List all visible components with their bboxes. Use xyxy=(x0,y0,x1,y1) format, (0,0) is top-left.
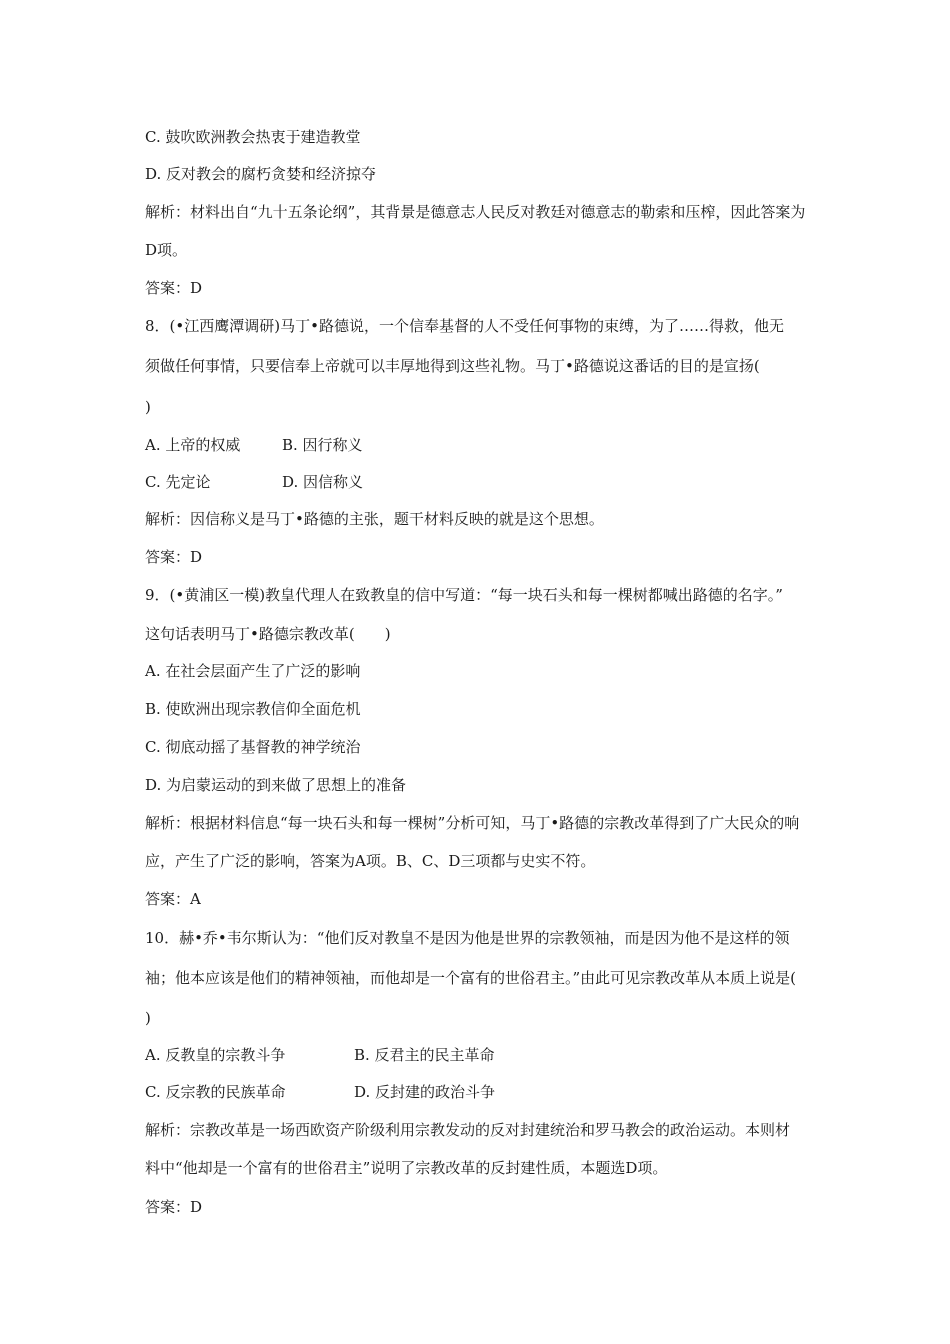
q10-stem-line-3: ) xyxy=(145,1009,151,1027)
q8-option-d: D. 因信称义 xyxy=(282,473,364,491)
q8-stem-line-2: 须做任何事情，只要信奉上帝就可以丰厚地得到这些礼物。马丁•路德说这番话的目的是宣扬( xyxy=(145,357,760,375)
q8-answer: 答案：D xyxy=(145,548,203,566)
q9-answer: 答案：A xyxy=(145,890,201,908)
q10-stem-line-1: 10．赫•乔•韦尔斯认为：“他们反对教皇不是因为他是世界的宗教领袖，而是因为他不是这样的领 xyxy=(145,929,790,947)
q9-option-a: A. 在社会层面产生了广泛的影响 xyxy=(145,662,361,680)
q9-analysis-line-1: 解析：根据材料信息“每一块石头和每一棵树”分析可知，马丁•路德的宗教改革得到了广大民众的响 xyxy=(145,814,800,832)
q8-option-a: A. 上帝的权威 xyxy=(145,436,241,454)
q10-option-c: C. 反宗教的民族革命 xyxy=(145,1083,286,1101)
q9-analysis-line-2: 应，产生了广泛的影响，答案为A项。B、C、D三项都与史实不符。 xyxy=(145,852,596,870)
q9-stem-line-2: 这句话表明马丁•路德宗教改革( ) xyxy=(145,625,391,643)
q10-option-a: A. 反教皇的宗教斗争 xyxy=(145,1046,286,1064)
q7-option-d: D. 反对教会的腐朽贪婪和经济掠夺 xyxy=(145,165,377,183)
q8-analysis: 解析：因信称义是马丁•路德的主张，题干材料反映的就是这个思想。 xyxy=(145,510,604,528)
q7-analysis-line-2: D项。 xyxy=(145,241,188,259)
q9-option-d: D. 为启蒙运动的到来做了思想上的准备 xyxy=(145,776,407,794)
q10-stem-line-2: 袖；他本应该是他们的精神领袖，而他却是一个富有的世俗君主。”由此可见宗教改革从本质上说是( xyxy=(145,969,797,987)
q9-option-c: C. 彻底动摇了基督教的神学统治 xyxy=(145,738,361,756)
q7-option-c: C. 鼓吹欧洲教会热衷于建造教堂 xyxy=(145,128,361,146)
q10-analysis-line-1: 解析：宗教改革是一场西欧资产阶级利用宗教发动的反对封建统治和罗马教会的政治运动。本则材 xyxy=(145,1121,791,1139)
q10-analysis-line-2: 料中“他却是一个富有的世俗君主”说明了宗教改革的反封建性质，本题选D项。 xyxy=(145,1159,668,1177)
q8-option-c: C. 先定论 xyxy=(145,473,211,491)
q8-option-b: B. 因行称义 xyxy=(282,436,363,454)
q9-stem-line-1: 9．(•黄浦区一模)教皇代理人在致教皇的信中写道：“每一块石头和每一棵树都喊出路德的名字。” xyxy=(145,586,783,604)
q10-option-b: B. 反君主的民主革命 xyxy=(354,1046,495,1064)
q8-stem-line-1: 8．(•江西鹰潭调研)马丁•路德说，一个信奉基督的人不受任何事物的束缚，为了……得救，他无 xyxy=(145,317,784,335)
q7-analysis-line-1: 解析：材料出自“九十五条论纲”，其背景是德意志人民反对教廷对德意志的勒索和压榨，因此答案为 xyxy=(145,203,806,221)
q7-answer: 答案：D xyxy=(145,279,203,297)
q10-option-d: D. 反封建的政治斗争 xyxy=(354,1083,496,1101)
q9-option-b: B. 使欧洲出现宗教信仰全面危机 xyxy=(145,700,361,718)
q10-answer: 答案：D xyxy=(145,1198,203,1216)
q8-stem-line-3: ) xyxy=(145,398,151,416)
